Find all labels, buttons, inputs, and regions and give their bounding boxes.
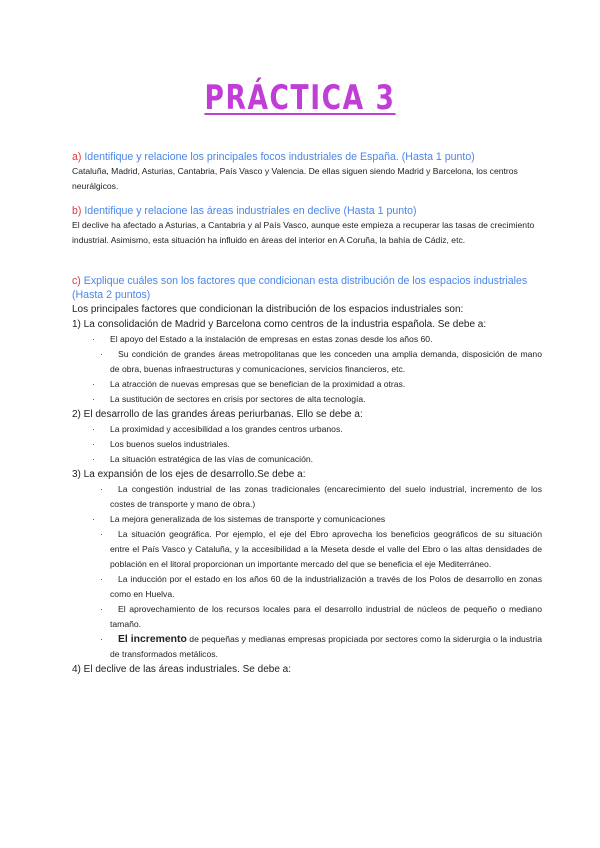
list-item: · La situación geográfica. Por ejemplo, el eje del Ebro aprovecha los beneficios geográficos de su situación entre el País Vasco y Cataluña, y la accesibilidad a la Meseta desde el valle del Ebro o las altas densidades de población en el litoral proporcionan un importante mercado del que se beneficia el eje Mediterráneo. xyxy=(72,527,542,572)
bullet-icon: · xyxy=(100,484,103,494)
list-item: · La mejora generalizada de los sistemas de transporte y comunicaciones xyxy=(72,512,542,527)
question-letter: c) xyxy=(72,275,81,287)
list-item: · El aprovechamiento de los recursos locales para el desarrollo industrial de núcleos de pequeño o mediano tamaño. xyxy=(72,602,542,632)
bullet-icon: · xyxy=(100,634,103,644)
bullet-icon: · xyxy=(100,574,103,584)
answer-b: El declive ha afectado a Asturias, a Cantabria y al País Vasco, aunque este empieza a recuperar las tasas de crecimiento industrial. Asimismo, esta situación ha influido en áreas del interior en A Coruña, la bahía de Cádiz, etc. xyxy=(72,220,535,245)
list-item: · El incremento de pequeñas y medianas empresas propiciada por sectores como la siderurgia o la industria de transformados metálicos. xyxy=(72,632,542,662)
list-item: · La inducción por el estado en los años 60 de la industrialización a través de los Polos de desarrollo en zonas como en Huelva. xyxy=(72,572,542,602)
bullet-icon: · xyxy=(92,514,95,524)
emphasis-text: El incremento xyxy=(118,634,187,645)
point-1-heading: 1) La consolidación de Madrid y Barcelona como centros de la industria española. Se debe a: xyxy=(72,319,487,330)
question-letter: b) xyxy=(72,205,82,217)
bullet-icon: · xyxy=(100,349,103,359)
point-4-heading: 4) El declive de las áreas industriales. Se debe a: xyxy=(72,664,292,675)
question-letter: a) xyxy=(72,151,82,163)
section-c xyxy=(72,274,542,677)
list-item: · Los buenos suelos industriales. xyxy=(72,437,542,452)
point-3-heading: 3) La expansión de los ejes de desarrollo.Se debe a: xyxy=(72,469,306,480)
question-text: Identifique y relacione los principales focos industriales de España. (Hasta 1 punto) xyxy=(81,151,475,163)
point-2-heading: 2) El desarrollo de las grandes áreas periurbanas. Ello se debe a: xyxy=(72,409,363,420)
list-item: · La atracción de nuevas empresas que se benefician de la proximidad a otras. xyxy=(72,377,542,392)
bullet-icon: · xyxy=(92,439,95,449)
list-item: · La proximidad y accesibilidad a los grandes centros urbanos. xyxy=(72,422,542,437)
list-item: · Su condición de grandes áreas metropolitanas que les conceden una amplia demanda, disposición de mano de obra, buenas infraestructuras y comunicaciones, servicios financieros, etc. xyxy=(72,347,542,377)
list-item: · El apoyo del Estado a la instalación de empresas en estas zonas desde los años 60. xyxy=(72,332,542,347)
page-title: PRÁCTICA 3 xyxy=(204,78,396,118)
bullet-icon: · xyxy=(92,334,95,344)
section-a xyxy=(72,150,542,193)
section-b xyxy=(72,204,542,247)
answer-a: Cataluña, Madrid, Asturias, Cantabria, País Vasco y Valencia. De ellas siguen siendo Madrid y Barcelona, los centros neurálgicos. xyxy=(72,166,518,191)
answer-intro: Los principales factores que condicionan la distribución de los espacios industriales son: xyxy=(72,304,464,315)
bullet-icon: · xyxy=(92,454,95,464)
question-text: Explique cuáles son los factores que condicionan esta distribución de los espacios industriales (Hasta 2 puntos) xyxy=(72,275,528,301)
list-item: · La situación estratégica de las vías de comunicación. xyxy=(72,452,542,467)
bullet-icon: · xyxy=(92,379,95,389)
bullet-icon: · xyxy=(92,424,95,434)
list-item: · La congestión industrial de las zonas tradicionales (encarecimiento del suelo industrial, incremento de los costes de transporte y mano de obra.) xyxy=(72,482,542,512)
question-c xyxy=(72,274,542,302)
question-b xyxy=(72,204,542,218)
list-item: · La sustitución de sectores en crisis por sectores de alta tecnología. xyxy=(72,392,542,407)
bullet-icon: · xyxy=(100,529,103,539)
question-a xyxy=(72,150,542,164)
question-text: Identifique y relacione las áreas industriales en declive (Hasta 1 punto) xyxy=(81,205,417,217)
bullet-icon: · xyxy=(92,394,95,404)
bullet-icon: · xyxy=(100,604,103,614)
